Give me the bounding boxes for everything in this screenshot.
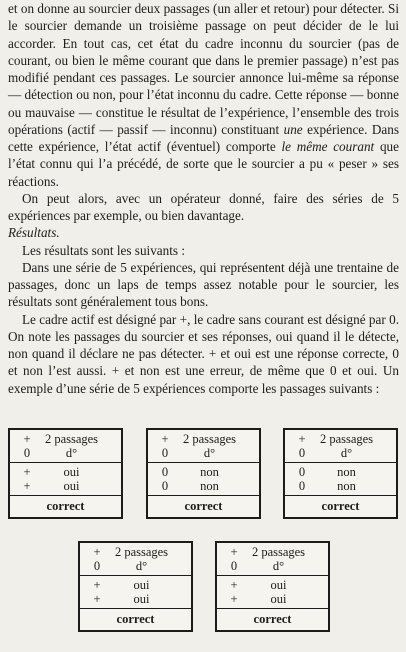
result-label: correct xyxy=(46,499,85,513)
paragraph xyxy=(8,190,399,225)
row-value: oui xyxy=(63,479,80,493)
table-row xyxy=(152,446,255,460)
answers-section xyxy=(10,463,121,496)
table-row xyxy=(221,559,324,573)
italic-text: le même courant xyxy=(281,139,375,154)
paragraph xyxy=(8,0,399,190)
cadre-state: + xyxy=(298,432,306,446)
answers-section xyxy=(80,576,191,609)
row-value: 2 passages xyxy=(44,432,99,446)
text-run: Les résultats sont les suivants : xyxy=(22,242,185,258)
table-row xyxy=(289,432,392,446)
row-value: non xyxy=(200,479,219,493)
table-row xyxy=(14,479,117,493)
body-text-2 xyxy=(8,242,399,397)
table-row xyxy=(14,465,117,479)
result-label: correct xyxy=(253,612,292,626)
cadre-state: + xyxy=(23,479,31,493)
answers-section xyxy=(148,463,259,496)
known-state-section xyxy=(10,430,121,463)
text-run: Dans une série de 5 expériences, qui représentent déjà une trentaine de passages, donc un laps de temps assez notable pour le sourcier, les résultats sont généralement tous bons. xyxy=(8,259,399,310)
cadre-state: + xyxy=(93,578,101,592)
table-row xyxy=(289,446,392,460)
table-row xyxy=(84,559,187,573)
row-value: d° xyxy=(272,559,285,573)
result-table xyxy=(283,428,398,519)
row-value: 2 passages xyxy=(319,432,374,446)
table-row xyxy=(152,432,255,446)
row-value: 2 passages xyxy=(251,545,306,559)
result-table xyxy=(215,541,330,632)
cadre-state: 0 xyxy=(23,446,31,460)
table-row xyxy=(152,465,255,479)
row-value: non xyxy=(337,479,356,493)
table-row xyxy=(152,479,255,493)
row-value: oui xyxy=(63,465,80,479)
result-table xyxy=(78,541,193,632)
text-run: On peut alors, avec un opérateur donné, faire des séries de 5 expériences par exemple, ou bien davantage. xyxy=(8,190,399,223)
row-value: oui xyxy=(133,592,150,606)
paragraph xyxy=(8,311,399,397)
known-state-section xyxy=(285,430,396,463)
result-table xyxy=(8,428,123,519)
paragraph xyxy=(8,259,399,311)
cadre-state: 0 xyxy=(298,465,306,479)
row-value: d° xyxy=(135,559,148,573)
cadre-state: + xyxy=(23,432,31,446)
cadre-state: 0 xyxy=(161,465,169,479)
cadre-state: 0 xyxy=(161,446,169,460)
cadre-state: 0 xyxy=(161,479,169,493)
cadre-state: + xyxy=(93,545,101,559)
answers-section xyxy=(285,463,396,496)
italic-text: une xyxy=(283,121,303,137)
row-value: oui xyxy=(270,578,287,592)
known-state-section xyxy=(80,543,191,576)
cadre-state: 0 xyxy=(298,479,306,493)
cadre-state: 0 xyxy=(298,446,306,460)
cadre-state: + xyxy=(161,432,169,446)
text-run: que l’état connu qui l’a précédé, de sorte que le sourcier a pu « peser » ses réactions. xyxy=(8,139,399,189)
result-label: correct xyxy=(321,499,360,513)
table-row xyxy=(221,545,324,559)
table-row xyxy=(221,578,324,592)
body-text-1 xyxy=(8,0,399,224)
text-run: Le cadre actif est désigné par +, le cadre sans courant est désigné par 0. On note les passages du sourcier et ses réponses, oui quand il le détecte, non quand il déclare ne pas détecter. + et oui est une réponse correcte, 0 et non l’est aussi. + et non est une erreur, de même que 0 et oui. Un exemple d’une série de 5 expériences comporte les passages suivants : xyxy=(8,311,399,396)
known-state-section xyxy=(217,543,328,576)
section-heading: Résultats. xyxy=(8,225,60,241)
table-row xyxy=(84,592,187,606)
row-value: oui xyxy=(270,592,287,606)
row-value: d° xyxy=(65,446,78,460)
text-run: et on donne au sourcier deux passages (un aller et retour) pour détecter. Si le sourcier demande un troisième passage on peut décider de le lui accorder. En tout cas, cet état du cadre inconnu du sourcier (pas de courant, ou bien le même courant que dans le premier passage) n’est pas modifié pendant ces passages. Le sourcier annonce lui-même sa réponse — détection ou non, pour l’état inconnu du cadre. Cette réponse — bonne ou mauvaise — constitue le résultat de l’expérience, l’ensemble des trois opérations (actif — passif — inconnu) constituant xyxy=(8,1,399,137)
row-value: d° xyxy=(203,446,216,460)
table-row xyxy=(221,592,324,606)
result-table xyxy=(146,428,261,519)
result-label: correct xyxy=(184,499,223,513)
row-value: d° xyxy=(340,446,353,460)
known-state-section xyxy=(148,430,259,463)
cadre-state: + xyxy=(230,578,238,592)
cadre-state: + xyxy=(230,592,238,606)
paragraph xyxy=(8,242,399,259)
row-value: non xyxy=(337,465,356,479)
result-label: correct xyxy=(116,612,155,626)
answers-section xyxy=(217,576,328,609)
text-run: expérience. Dans cette expérience, l’état actif (éventuel) comporte xyxy=(8,121,399,154)
row-value: 2 passages xyxy=(182,432,237,446)
table-row xyxy=(14,432,117,446)
row-value: non xyxy=(200,465,219,479)
table-row xyxy=(289,479,392,493)
row-value: oui xyxy=(133,578,150,592)
row-value: 2 passages xyxy=(114,545,169,559)
table-row xyxy=(14,446,117,460)
table-row xyxy=(289,465,392,479)
table-row xyxy=(84,545,187,559)
cadre-state: + xyxy=(23,465,31,479)
cadre-state: 0 xyxy=(93,559,101,573)
cadre-state: + xyxy=(93,592,101,606)
table-row xyxy=(84,578,187,592)
cadre-state: + xyxy=(230,545,238,559)
page-text xyxy=(8,0,399,397)
cadre-state: 0 xyxy=(230,559,238,573)
